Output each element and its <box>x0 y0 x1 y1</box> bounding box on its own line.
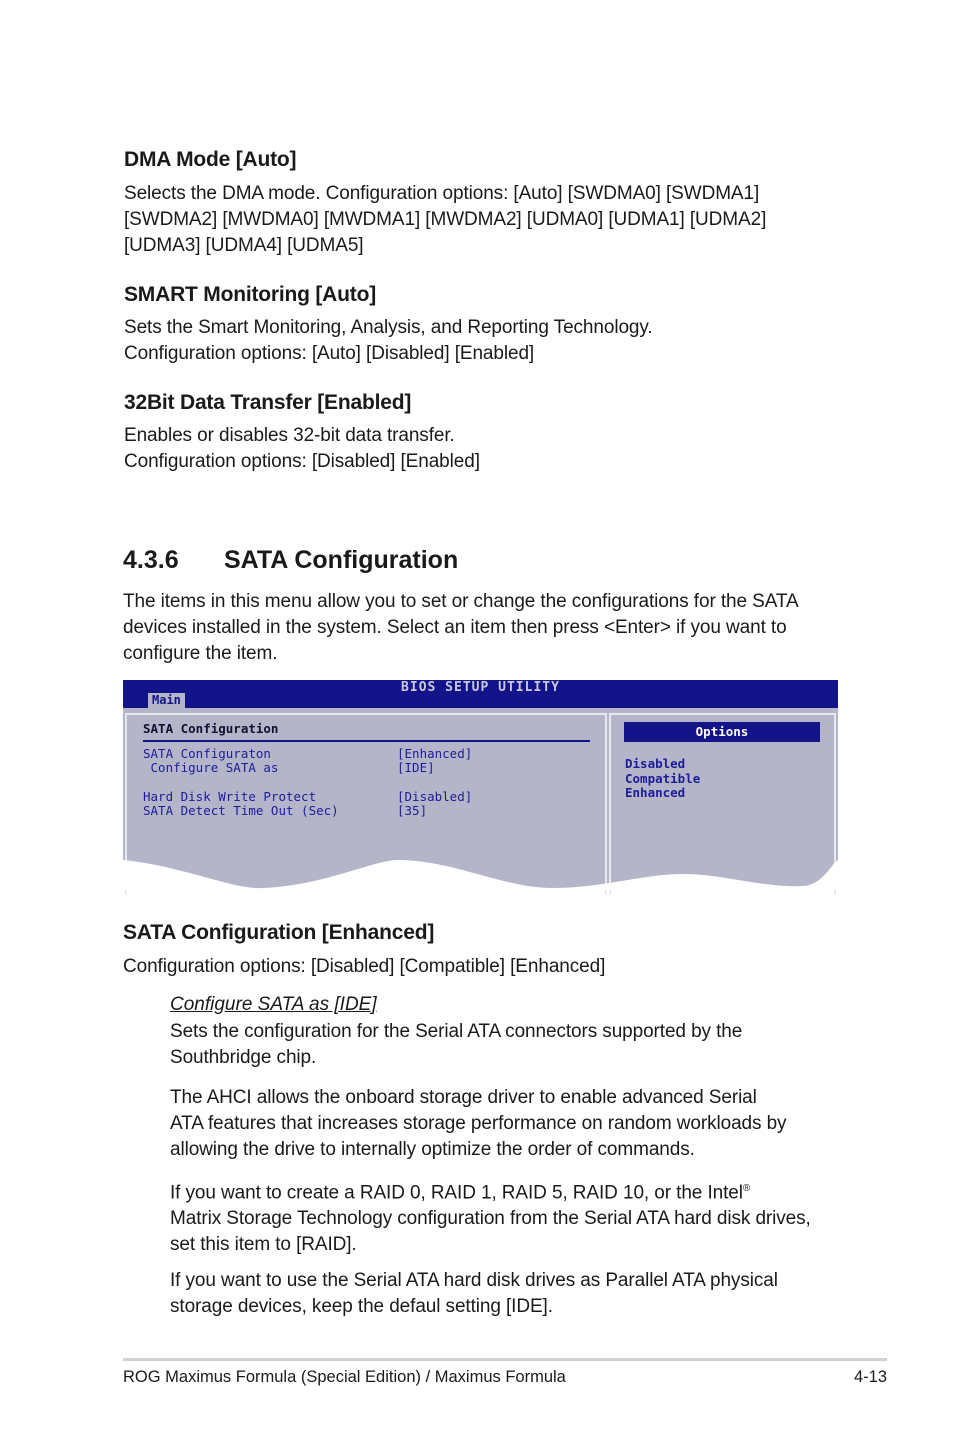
bios-option-disabled[interactable]: Disabled <box>625 756 686 771</box>
paragraph-32bit-transfer <box>124 423 480 475</box>
section-heading-sata-enhanced: SATA Configuration [Enhanced] <box>123 921 435 944</box>
text-line: Enables or disables 32-bit data transfer. <box>124 425 455 446</box>
text-line: configure the item. <box>123 643 278 664</box>
section-heading-smart-monitoring: SMART Monitoring [Auto] <box>124 283 376 306</box>
text-line: devices installed in the system. Select an item then press <Enter> if you want to <box>123 617 787 638</box>
footer-page-number: 4-13 <box>853 1368 887 1386</box>
bios-header-bar <box>123 680 838 708</box>
text-line: The items in this menu allow you to set or change the configurations for the SATA <box>123 591 799 612</box>
text-line: [SWDMA2] [MWDMA0] [MWDMA1] [MWDMA2] [UDMA0] [UDMA1] [UDMA2] <box>124 209 767 230</box>
bios-tab-main[interactable]: Main <box>148 693 185 708</box>
bios-option-enhanced[interactable]: Enhanced <box>625 785 686 800</box>
bios-title: BIOS SETUP UTILITY <box>401 680 560 695</box>
text-line: Sets the Smart Monitoring, Analysis, and Reporting Technology. <box>124 317 653 338</box>
text-line: If you want to use the Serial ATA hard disk drives as Parallel ATA physical <box>170 1270 778 1291</box>
bios-option-compatible[interactable]: Compatible <box>625 771 701 786</box>
footer-divider <box>123 1358 887 1361</box>
page-section-title: SATA Configuration <box>224 546 459 574</box>
text-line: The AHCI allows the onboard storage driver to enable advanced Serial <box>170 1087 757 1108</box>
text-line <box>170 1176 811 1206</box>
text-line: Sets the configuration for the Serial ATA connectors supported by the <box>170 1021 743 1042</box>
section-number: 4.3.6 <box>123 546 179 574</box>
bios-value-sata-detect-timeout[interactable]: [35] <box>397 803 428 818</box>
bios-section-title: SATA Configuration <box>143 721 279 736</box>
text-line: storage devices, keep the defaul setting [IDE]. <box>170 1296 553 1317</box>
registered-mark: ® <box>742 1183 751 1194</box>
bios-screenshot <box>123 680 838 890</box>
text-fragment: If you want to create a RAID 0, RAID 1, RAID 5, RAID 10, or the Intel <box>170 1182 743 1204</box>
text-line: ATA features that increases storage performance on random workloads by <box>170 1113 787 1134</box>
section-heading-32bit-transfer: 32Bit Data Transfer [Enabled] <box>124 391 412 414</box>
text-line: Matrix Storage Technology configuration from the Serial ATA hard disk drives, <box>170 1208 811 1230</box>
bios-value-hard-disk-write-protect[interactable]: [Disabled] <box>397 789 473 804</box>
paragraph-smart-monitoring <box>124 315 653 367</box>
text-line: set this item to [RAID]. <box>170 1234 357 1256</box>
section-heading-dma-mode: DMA Mode [Auto] <box>124 148 297 171</box>
bios-item-sata-configuration[interactable]: SATA Configuraton <box>143 746 271 761</box>
footer-product-name: ROG Maximus Formula (Special Edition) / Maximus Formula <box>123 1368 566 1386</box>
paragraph-sata-intro <box>123 589 799 667</box>
text-line: Selects the DMA mode. Configuration options: [Auto] [SWDMA0] [SWDMA1] <box>124 183 760 204</box>
bios-item-configure-sata-as[interactable]: Configure SATA as <box>143 760 279 775</box>
paragraph-sata-enhanced <box>123 954 605 980</box>
bios-value-sata-configuration[interactable]: [Enhanced] <box>397 746 473 761</box>
text-line: Configuration options: [Auto] [Disabled] [Enabled] <box>124 343 535 364</box>
paragraph-configure-sata-4 <box>170 1268 778 1320</box>
paragraph-configure-sata-1 <box>170 1019 742 1071</box>
paragraph-configure-sata-3 <box>170 1176 811 1258</box>
bios-value-configure-sata-as[interactable]: [IDE] <box>397 760 435 775</box>
text-line: Configuration options: [Disabled] [Compatible] [Enhanced] <box>123 956 606 977</box>
bios-divider <box>143 740 590 742</box>
text-line: [UDMA3] [UDMA4] [UDMA5] <box>124 235 364 256</box>
bios-torn-edge <box>123 830 838 890</box>
bios-item-hard-disk-write-protect[interactable]: Hard Disk Write Protect <box>143 789 317 804</box>
bios-options-header: Options <box>624 722 820 742</box>
subsection-heading-configure-sata: Configure SATA as [IDE] <box>170 994 377 1015</box>
paragraph-dma-mode <box>124 181 766 259</box>
text-line: allowing the drive to internally optimize the order of commands. <box>170 1139 695 1160</box>
paragraph-configure-sata-2 <box>170 1085 786 1163</box>
text-line: Configuration options: [Disabled] [Enabled] <box>124 451 480 472</box>
bios-item-sata-detect-timeout[interactable]: SATA Detect Time Out (Sec) <box>143 803 339 818</box>
text-line: Southbridge chip. <box>170 1047 317 1068</box>
